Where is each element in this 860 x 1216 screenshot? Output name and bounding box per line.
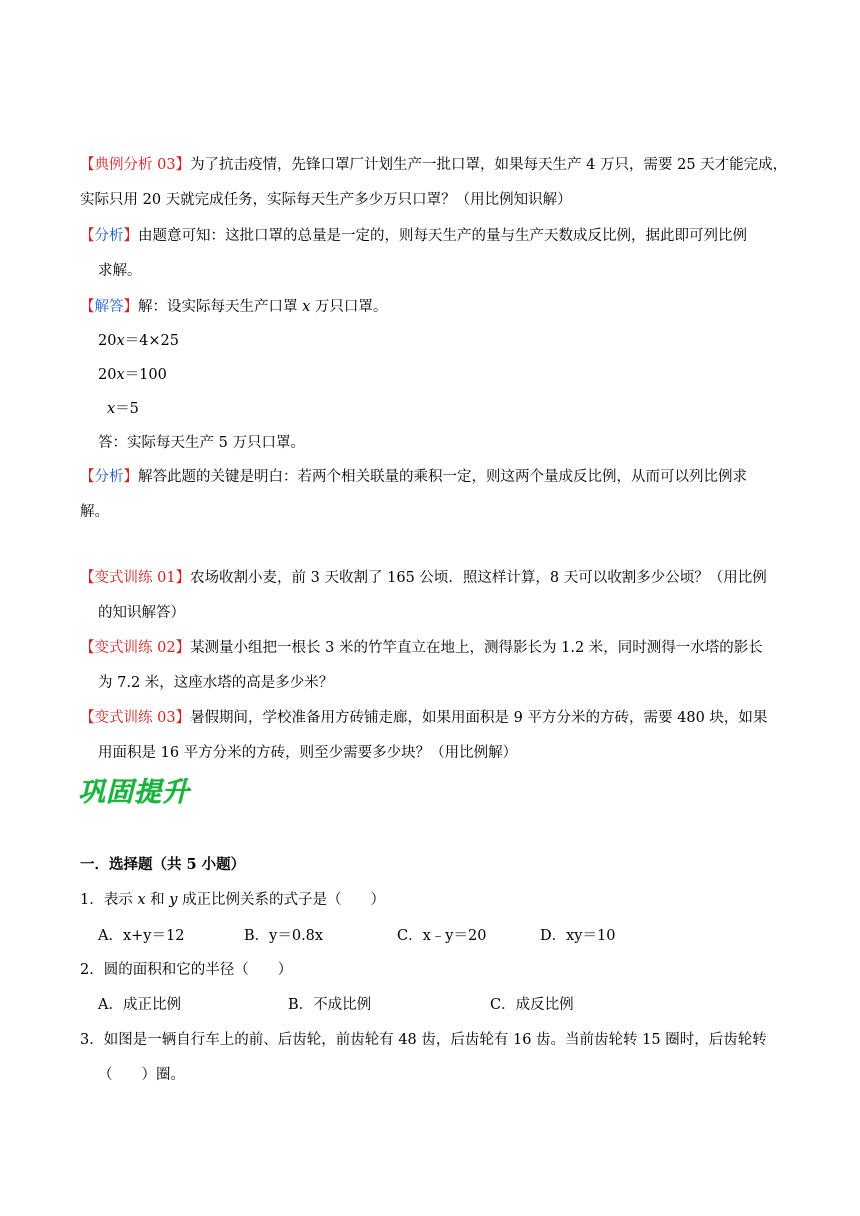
equation-1: 20x＝4×25: [98, 333, 179, 349]
q1-option-d: D．xy＝10: [540, 928, 616, 944]
example-line-1: [80, 155, 787, 175]
question-3-line-1: 3．如图是一辆自行车上的前、后齿轮，前齿轮有 48 齿，后齿轮有 16 齿。当前齿轮转 15 圈时，后齿轮转: [80, 1032, 767, 1048]
equation-3: x＝5: [107, 401, 139, 417]
equation-2: 20x＝100: [98, 367, 167, 383]
variant-01-line-2: 的知识解答）: [98, 605, 185, 621]
q2-option-c: C．成反比例: [490, 997, 574, 1013]
q1-option-b: B．y＝0.8x: [244, 928, 324, 944]
variant-02-line-1: 【变式训练 02】某测量小组把一根长 3 米的竹竿直立在地上，测得影长为 1.2 米，同时测得一水塔的影长: [80, 640, 763, 656]
variant-01-line-1: 【变式训练 01】农场收割小麦，前 3 天收割了 165 公顷．照这样计算，8 天可以收割多少公顷？（用比例: [80, 570, 767, 586]
example-text-1: 为了抗击疫情，先锋口罩厂计划生产一批口罩，如果每天生产 4 万只，需要 25 天才能完成，: [190, 157, 788, 173]
variant-03-line-2: 用面积是 16 平方分米的方砖，则至少需要多少块？（用比例解）: [98, 745, 518, 761]
q1-option-a: A．x+y＝12: [98, 928, 185, 944]
q2-option-b: B．不成比例: [288, 997, 372, 1013]
example-tag: 典例分析 03: [94, 157, 176, 173]
analysis2-tag: 分析: [94, 469, 124, 485]
solution-answer: 答：实际每天生产 5 万只口罩。: [98, 435, 305, 451]
q2-option-a: A．成正比例: [98, 997, 181, 1013]
analysis1-tag: 分析: [94, 228, 124, 244]
analysis1-line-2: 求解。: [98, 263, 142, 279]
variant-01-tag: 变式训练 01: [94, 570, 176, 586]
variant-03-line-1: 【变式训练 03】暑假期间，学校准备用方砖铺走廊，如果用面积是 9 平方分米的方砖，需要 480 块，如果: [80, 710, 768, 726]
section-heading: 巩固提升: [78, 777, 190, 808]
analysis2-line-1: 【分析】解答此题的关键是明白：若两个相关联量的乘积一定，则这两个量成反比例，从而可以列比例求: [80, 469, 747, 485]
variant-03-tag: 变式训练 03: [94, 710, 176, 726]
question-2: 2．圆的面积和它的半径（ ）: [80, 962, 293, 978]
variant-02-tag: 变式训练 02: [94, 640, 176, 656]
question-3-line-2: （ ）圈。: [98, 1067, 185, 1083]
example-line-2: 实际只用 20 天就完成任务，实际每天生产多少万只口罩？（用比例知识解）: [80, 192, 572, 208]
solution-tag: 解答: [94, 299, 124, 315]
analysis2-line-2: 解。: [80, 504, 109, 520]
analysis1-line-1: 【分析】由题意可知：这批口罩的总量是一定的，则每天生产的量与生产天数成反比例，据此即可列比例: [80, 228, 747, 244]
question-1: 1．表示 x 和 y 成正比例关系的式子是（ ）: [80, 892, 386, 908]
bracket-close: 】: [175, 157, 191, 173]
bracket-open: 【: [80, 157, 95, 173]
analysis1-text-1: 由题意可知：这批口罩的总量是一定的，则每天生产的量与生产天数成反比例，据此即可列比例: [138, 228, 747, 244]
solution-line-1: 【解答】解：设实际每天生产口罩 x 万只口罩。: [80, 299, 388, 315]
q1-option-c: C．x﹣y＝20: [397, 928, 487, 944]
section-title: 一．选择题（共 5 小题）: [80, 856, 246, 873]
variant-02-line-2: 为 7.2 米，这座水塔的高是多少米？: [98, 675, 334, 691]
